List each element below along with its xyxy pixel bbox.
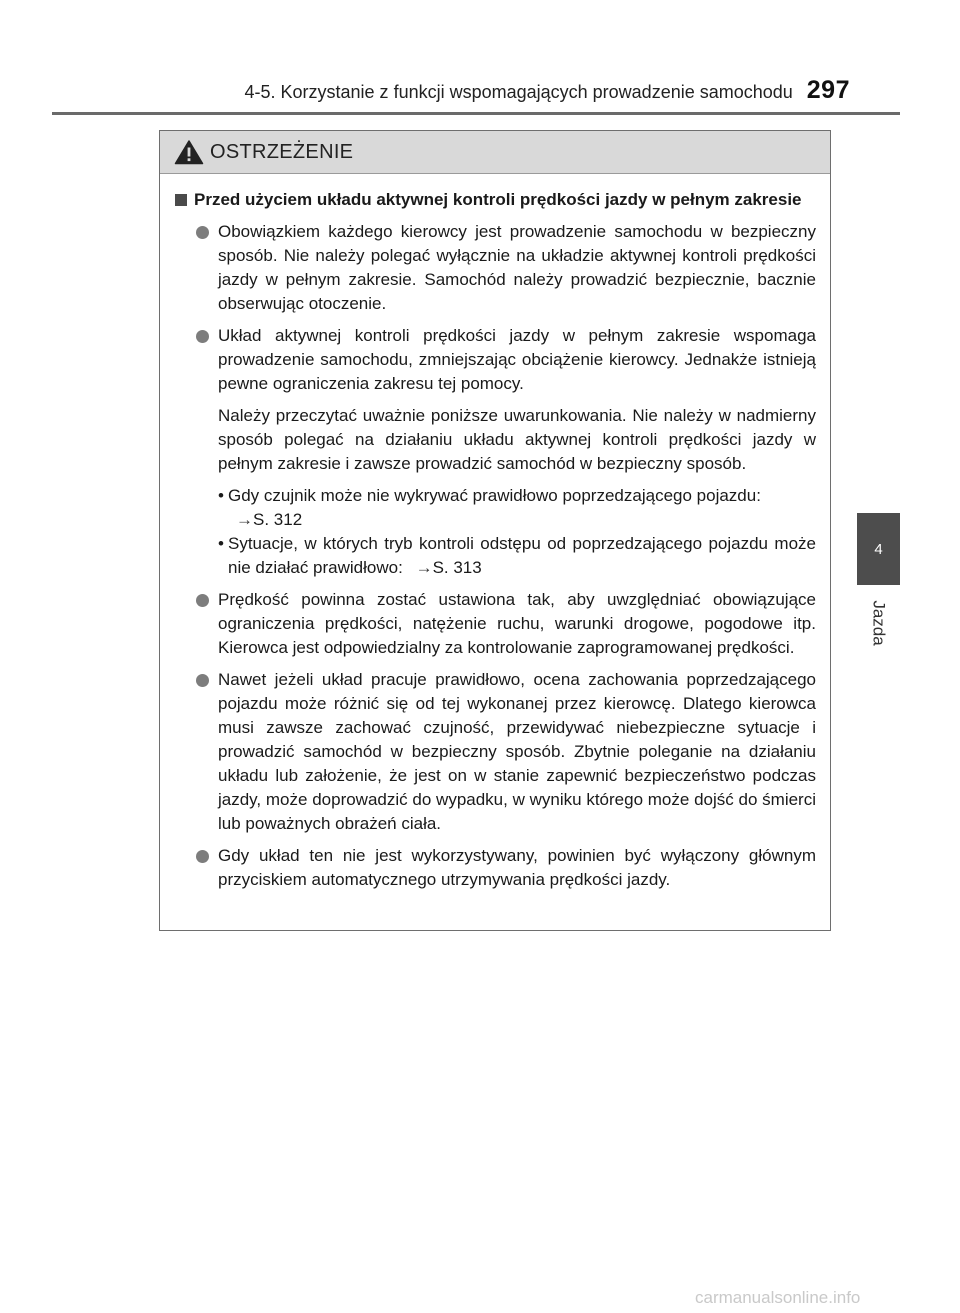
chapter-label-text: Jazda [869,599,889,646]
chapter-label [857,585,900,660]
arrow-right-icon: → [236,510,253,529]
header-divider [52,112,900,115]
sub-list-item [218,484,816,532]
list-item [174,324,816,396]
list-item-text: Układ aktywnej kontroli prędkości jazdy w pełnym zakresie wspomaga prowadzenie samochodu, zmniejszając obciążenie kierowcy. Jednakże istnieją pewne ograniczenia zakresu tej pomocy. [218,326,816,393]
list-item [174,668,816,836]
warning-body [160,174,830,892]
list-item [174,844,816,892]
warning-note: Należy przeczytać uważnie poniższe uwarunkowania. Nie należy w nadmierny sposób polegać na działaniu układu aktywnej kontroli prędkości jazdy w pełnym zakresie i zawsze prowadzić samochód w bezpieczny sposób. [218,406,816,473]
square-bullet-icon [175,194,187,206]
dot-bullet-icon: • [218,486,224,505]
chapter-number: 4 [874,540,883,558]
round-bullet-icon [196,226,209,239]
warning-triangle-icon [174,139,204,165]
watermark: carmanualsonline.info [695,1288,861,1307]
page-reference-link[interactable]: S. 313 [432,558,482,577]
list-item-text: Gdy układ ten nie jest wykorzystywany, powinien być wyłączony głównym przyciskiem automatycznego utrzymywania prędkości jazdy. [218,846,816,889]
warning-title: OSTRZEŻENIE [210,140,354,163]
warning-box [159,130,831,931]
list-item [174,220,816,316]
section-title: 4-5. Korzystanie z funkcji wspomagających prowadzenie samochodu [244,82,793,102]
list-item-text: Prędkość powinna zostać ustawiona tak, aby uwzględniać obowiązujące ograniczenia prędkości, natężenie ruchu, warunki drogowe, pogodowe itp. Kierowca jest odpowiedzialny za kontrolowanie zaprogramowanej prędkości. [218,590,816,657]
round-bullet-icon [196,330,209,343]
warning-heading-text: Przed użyciem układu aktywnej kontroli prędkości jazdy w pełnym zakresie [194,190,802,209]
warning-heading [174,188,816,212]
round-bullet-icon [196,850,209,863]
list-item-text: Obowiązkiem każdego kierowcy jest prowadzenie samochodu w bezpieczny sposób. Nie należy polegać wyłącznie na układzie aktywnej kontroli prędkości jazdy w pełnym zakresie. Samochód należy prowadzić bezpiecznie, bacznie obserwując otoczenie. [218,222,816,313]
dot-bullet-icon: • [218,534,224,553]
round-bullet-icon [196,674,209,687]
sub-list [174,484,816,580]
warning-header [160,131,830,174]
sub-list-item [218,532,816,580]
sub-item-text: Gdy czujnik może nie wykrywać prawidłowo poprzedzającego pojazdu: [228,486,761,505]
list-item [174,588,816,660]
list-item-text: Nawet jeżeli układ pracuje prawidłowo, ocena zachowania poprzedzającego pojazdu może różnić się od tej wykonanej przez kierowcę. Dlatego kierowca musi zawsze zachować czujność, przewidywać niebezpieczne sytuacje i prowadzić samochód w bezpieczny sposób. Zbytnie poleganie na działaniu układu lub założenie, że jest on w stanie zapewnić bezpieczeństwo podczas jazdy, może doprowadzić do wypadku, w wyniku którego może dojść do śmierci lub poważnych obrażeń ciała. [218,670,816,833]
page-number: 297 [806,76,850,104]
sub-item-text: Sytuacje, w których tryb kontroli odstępu od poprzedzającego pojazdu może nie działać prawidłowo: [228,534,816,577]
arrow-right-icon: → [415,558,433,577]
round-bullet-icon [196,594,209,607]
page-reference-link[interactable]: S. 312 [253,510,303,529]
page-header [160,76,850,106]
chapter-tab[interactable] [857,513,900,585]
